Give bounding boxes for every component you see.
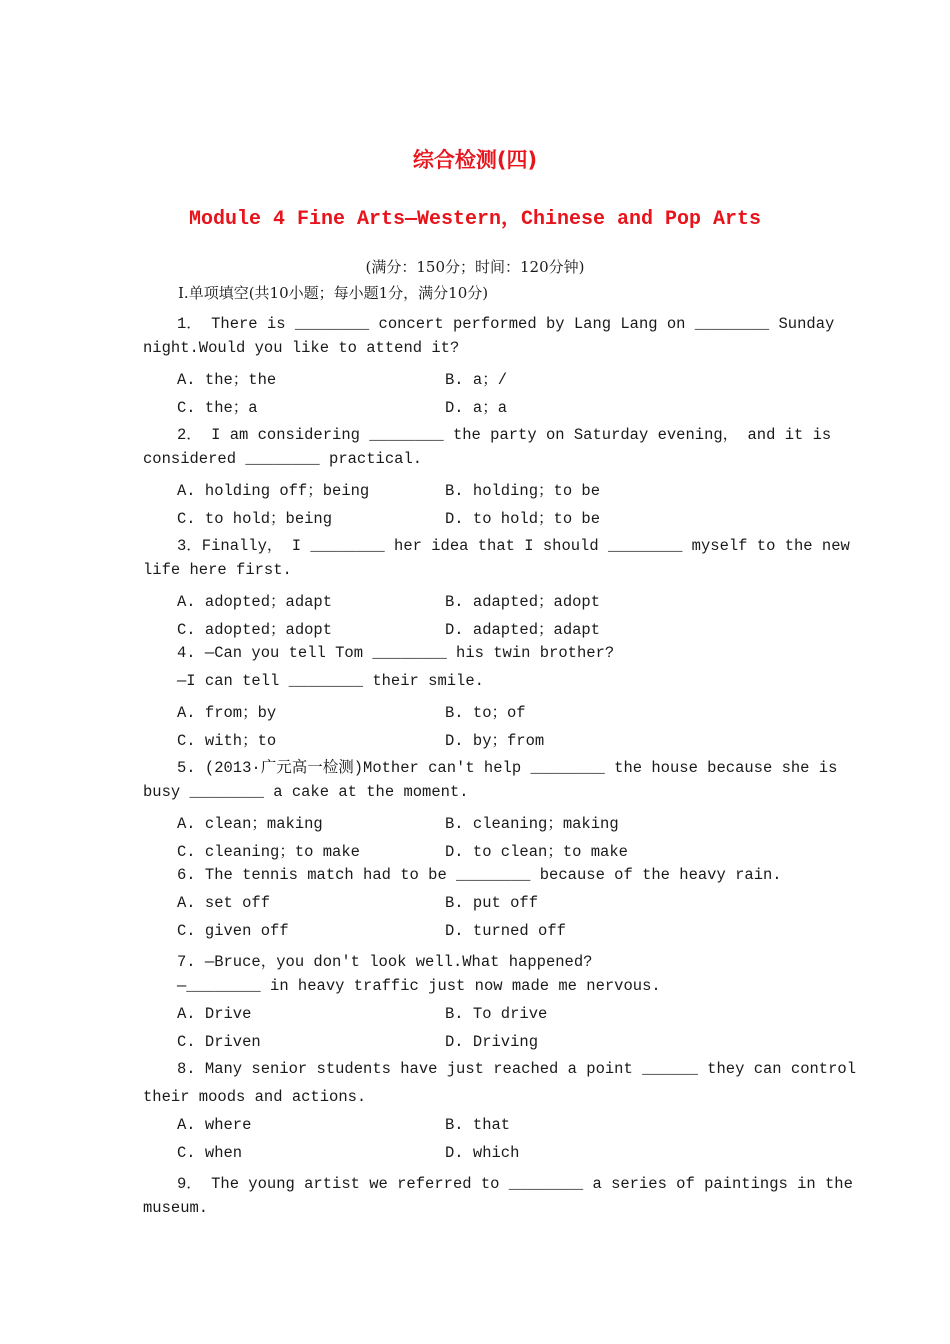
question-4-option-a: A. from；by [177, 704, 277, 722]
question-7-option-c: C. Driven [177, 1033, 261, 1051]
question-1-option-c: C. the；a [177, 399, 258, 417]
question-6-line-1: 6. The tennis match had to be ________ because of the heavy rain. [177, 866, 782, 884]
module-title: Module 4 Fine Arts—Western，Chinese and Pop Arts [188, 208, 762, 231]
question-6-option-c: C. given off [177, 922, 289, 940]
score-info: (满分：150分；时间：120分钟) [365, 258, 585, 276]
question-5-option-a: A. clean；making [177, 815, 323, 833]
question-5-option-c: C. cleaning；to make [177, 843, 360, 861]
question-1-line-2: night.Would you like to attend it? [143, 339, 460, 357]
question-1-line-1: 1． There is ________ concert performed by Lang Lang on ________ Sunday [177, 315, 835, 333]
question-3-option-a: A. adopted；adapt [177, 593, 333, 611]
question-6-option-b: B. put off [445, 894, 539, 912]
question-7-option-d: D. Driving [445, 1033, 539, 1051]
question-2-option-a: A. holding off；being [177, 482, 370, 500]
question-2-line-2: considered ________ practical. [143, 450, 423, 468]
question-7-line-1: 7. —Bruce，you don't look well.What happened? [177, 953, 593, 971]
question-5-line-1: 5. (2013·广元高一检测)Mother can't help ________ the house because she is [177, 759, 838, 777]
question-7-option-b: B. To drive [445, 1005, 548, 1023]
question-2-option-b: B. holding；to be [445, 482, 601, 500]
question-6-option-a: A. set off [177, 894, 271, 912]
question-4-line-2: —I can tell ________ their smile. [177, 672, 484, 690]
question-1-option-d: D. a；a [445, 399, 508, 417]
question-7-line-2: —________ in heavy traffic just now made me nervous. [177, 977, 661, 995]
question-4-line-1: 4. —Can you tell Tom ________ his twin brother? [177, 644, 615, 662]
question-9-line-1: 9． The young artist we referred to ________ a series of paintings in the [177, 1175, 853, 1193]
question-1-option-b: B. a；/ [445, 371, 508, 389]
question-4-option-d: D. by；from [445, 732, 545, 750]
question-3-line-1: 3．Finally， I ________ her idea that I should ________ myself to the new [177, 537, 850, 555]
question-2-option-c: C. to hold；being [177, 510, 333, 528]
question-3-option-d: D. adapted；adapt [445, 621, 601, 639]
question-4-option-b: B. to；of [445, 704, 526, 722]
question-4-option-c: C. with；to [177, 732, 277, 750]
document-title: 综合检测(四) [412, 148, 538, 172]
question-8-line-2: their moods and actions. [143, 1088, 367, 1106]
question-3-option-c: C. adopted；adopt [177, 621, 333, 639]
question-9-line-2: museum. [143, 1199, 209, 1217]
question-3-line-2: life here first. [143, 561, 292, 579]
question-1-option-a: A. the；the [177, 371, 277, 389]
question-6-option-d: D. turned off [445, 922, 566, 940]
question-8-line-1: 8. Many senior students have just reached a point ______ they can control [177, 1060, 857, 1078]
question-5-option-d: D. to clean；to make [445, 843, 628, 861]
question-8-option-a: A. where [177, 1116, 252, 1134]
question-2-option-d: D. to hold；to be [445, 510, 601, 528]
question-7-option-a: A. Drive [177, 1005, 252, 1023]
question-8-option-b: B. that [445, 1116, 511, 1134]
question-2-line-1: 2． I am considering ________ the party on Saturday evening， and it is [177, 426, 832, 444]
question-8-option-c: C. when [177, 1144, 243, 1162]
question-5-option-b: B. cleaning；making [445, 815, 619, 833]
question-8-option-d: D. which [445, 1144, 520, 1162]
section-heading: Ⅰ.单项填空(共10小题；每小题1分，满分10分) [178, 284, 489, 302]
question-5-line-2: busy ________ a cake at the moment. [143, 783, 469, 801]
question-3-option-b: B. adapted；adopt [445, 593, 601, 611]
